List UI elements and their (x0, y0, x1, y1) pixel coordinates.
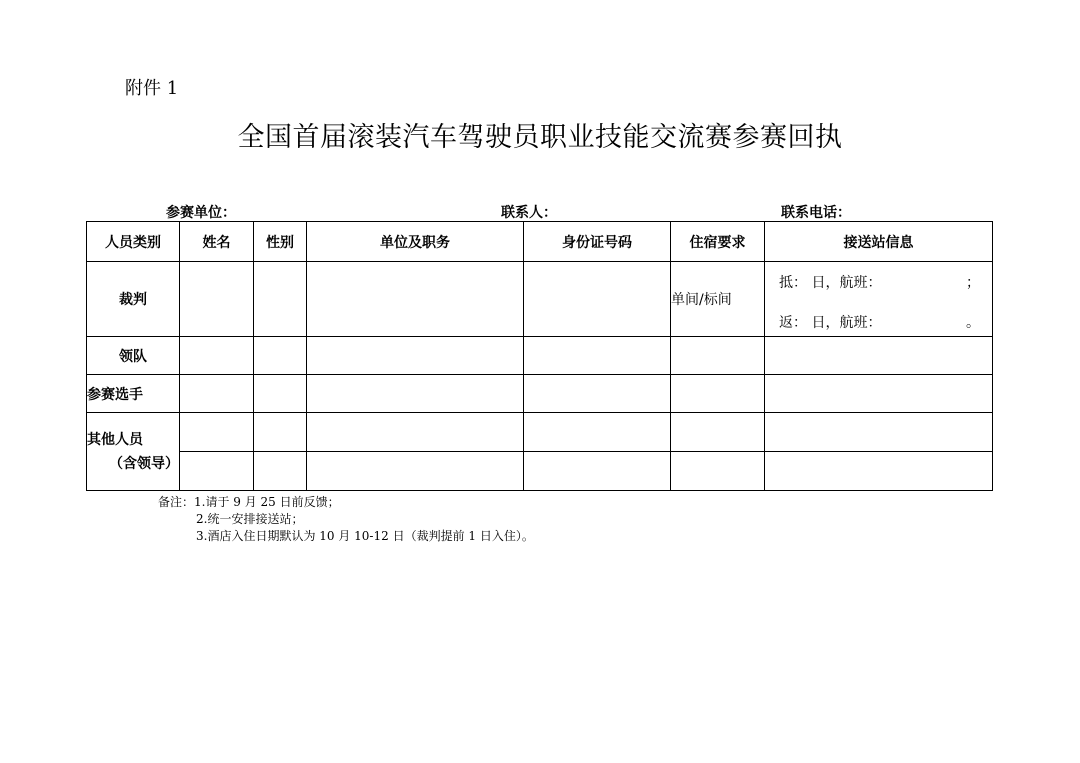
transfer-info-cell[interactable] (765, 262, 993, 337)
id-number-cell[interactable] (524, 413, 671, 452)
transfer-info-cell[interactable] (765, 413, 993, 452)
header-name: 姓名 (180, 222, 254, 262)
table-header-row (87, 222, 993, 262)
header-category: 人员类别 (87, 222, 180, 262)
unit-position-cell[interactable] (307, 413, 524, 452)
contact-person-label: 联系人： (501, 205, 557, 221)
gender-cell[interactable] (254, 375, 307, 413)
unit-position-cell[interactable] (307, 375, 524, 413)
unit-position-cell[interactable] (307, 452, 524, 491)
name-cell[interactable] (180, 413, 254, 452)
gender-cell[interactable] (254, 337, 307, 375)
table-row (87, 452, 993, 491)
gender-cell[interactable] (254, 413, 307, 452)
id-number-cell[interactable] (524, 452, 671, 491)
name-cell[interactable] (180, 452, 254, 491)
participating-unit-label: 参赛单位： (166, 205, 236, 221)
return-label: 返： 日，航班： (779, 315, 882, 331)
name-cell[interactable] (180, 337, 254, 375)
name-cell[interactable] (180, 375, 254, 413)
arrival-line (779, 272, 980, 292)
id-number-cell[interactable] (524, 337, 671, 375)
arrival-label: 抵： 日，航班： (779, 275, 882, 291)
header-accommodation: 住宿要求 (671, 222, 765, 262)
accommodation-cell[interactable] (671, 413, 765, 452)
page-title: 全国首届滚装汽车驾驶员职业技能交流赛参赛回执 (237, 122, 843, 153)
category-judge: 裁判 (87, 262, 180, 337)
header-unit-position: 单位及职务 (307, 222, 524, 262)
gender-cell[interactable] (254, 452, 307, 491)
gender-cell[interactable] (254, 262, 307, 337)
return-line (779, 312, 980, 332)
transfer-info-cell[interactable] (765, 375, 993, 413)
accommodation-cell[interactable] (671, 337, 765, 375)
attachment-label: 附件 1 (125, 78, 179, 99)
table-row (87, 337, 993, 375)
transfer-info-cell[interactable] (765, 452, 993, 491)
accommodation-cell[interactable] (671, 452, 765, 491)
accommodation-cell[interactable] (671, 375, 765, 413)
category-other (87, 413, 180, 491)
category-contestant: 参赛选手 (87, 375, 180, 413)
return-end: 。 (966, 315, 980, 331)
header-id-number: 身份证号码 (524, 222, 671, 262)
registration-table (86, 221, 993, 491)
other-label-line2: （含领导） (109, 455, 179, 472)
transfer-info-cell[interactable] (765, 337, 993, 375)
contact-phone-label: 联系电话： (781, 205, 851, 221)
note-line-1: 备注：1.请于 9 月 25 日前反馈； (158, 495, 340, 509)
id-number-cell[interactable] (524, 375, 671, 413)
header-gender: 性别 (254, 222, 307, 262)
accommodation-cell[interactable]: 单间/标间 (671, 262, 765, 337)
id-number-cell[interactable] (524, 262, 671, 337)
note-line-3: 3.酒店入住日期默认为 10 月 10-12 日（裁判提前 1 日入住）。 (196, 529, 534, 543)
table-row (87, 262, 993, 337)
unit-position-cell[interactable] (307, 262, 524, 337)
other-label-line1: 其他人员 (87, 431, 143, 448)
unit-position-cell[interactable] (307, 337, 524, 375)
category-leader: 领队 (87, 337, 180, 375)
note-line-2: 2.统一安排接送站； (196, 512, 304, 526)
notes (158, 494, 534, 545)
table-row (87, 375, 993, 413)
name-cell[interactable] (180, 262, 254, 337)
arrival-end: ； (966, 275, 980, 291)
header-transfer-info: 接送站信息 (765, 222, 993, 262)
table-row (87, 413, 993, 452)
